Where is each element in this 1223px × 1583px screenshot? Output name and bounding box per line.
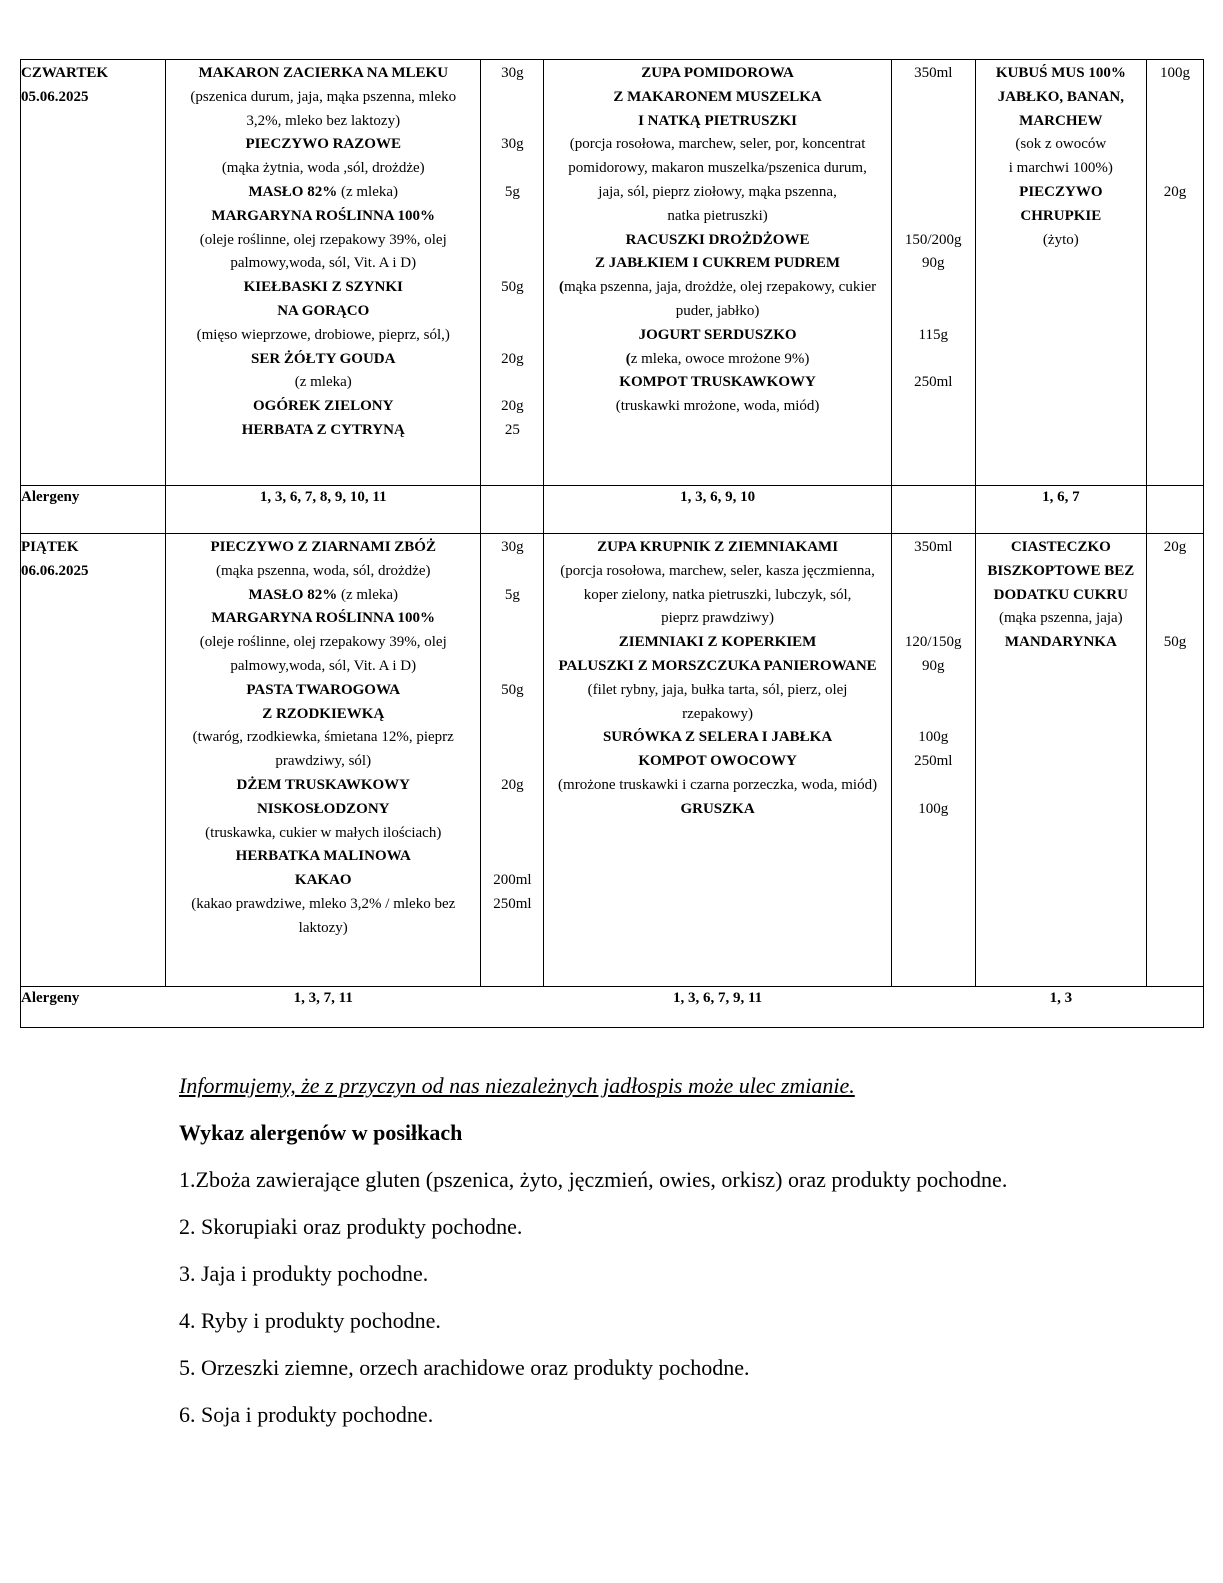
ingredients: palmowy,woda, sól, Vit. A i D): [230, 255, 417, 272]
day-cell: [21, 60, 166, 486]
portion-amount: 120/150g: [904, 634, 962, 651]
dish-name: KAKAO: [294, 872, 352, 889]
allergen-list-item: 3. Jaja i produkty pochodne.: [179, 1261, 429, 1286]
portion-amount: [892, 703, 975, 727]
portion-amount: 115g: [918, 326, 948, 343]
dish-name: PIECZYWO: [1019, 183, 1103, 200]
portion-amount: 100g: [1159, 65, 1190, 81]
portion-amount: [481, 631, 543, 655]
menu-change-notice: Informujemy, że z przyczyn od nas niezależnych jadłospis może ulec zmianie.: [179, 1073, 855, 1098]
ingredients: (filet rybny, jaja, bułka tarta, sól, pierz, olej: [587, 681, 848, 698]
menu-line: [166, 276, 480, 300]
dish-name: KIEŁBASKI Z SZYNKI: [243, 279, 403, 296]
menu-line: [544, 181, 890, 205]
dish-name: PIECZYWO RAZOWE: [245, 136, 401, 153]
menu-line: [544, 726, 890, 750]
empty-cell: [481, 987, 544, 1028]
menu-line: [544, 324, 890, 348]
menu-line: [166, 726, 480, 750]
portion-amount: [892, 276, 975, 300]
menu-line: [544, 86, 890, 110]
menu-line: [166, 917, 480, 941]
menu-line: [544, 679, 890, 703]
menu-line: [166, 252, 480, 276]
dish-name: HERBATKA MALINOWA: [235, 848, 411, 865]
menu-line: [544, 655, 890, 679]
dish-name: PASTA TWAROGOWA: [246, 681, 401, 698]
portion-amount: [481, 560, 543, 584]
menu-line: [166, 371, 480, 395]
ingredients: (porcja rosołowa, marchew, seler, kasza jęczmienna,: [560, 562, 875, 579]
menu-line: [166, 655, 480, 679]
dish-name: I NATKĄ PIETRUSZKI: [638, 112, 798, 129]
dish-name: RACUSZKI DROŻDŻOWE: [625, 231, 810, 248]
portion-amount: [1147, 86, 1203, 110]
menu-line: [166, 822, 480, 846]
ingredients: (porcja rosołowa, marchew, seler, por, koncentrat: [569, 136, 866, 153]
menu-line: [166, 845, 480, 869]
menu-line: [544, 560, 890, 584]
menu-line: [976, 631, 1146, 655]
portion-amount: [892, 395, 975, 419]
portion-amount: [481, 750, 543, 774]
breakfast-allergens: 1, 3, 7, 11: [166, 987, 481, 1028]
portion-amount: 20g: [1163, 539, 1187, 555]
allergen-list-item: 5. Orzeszki ziemne, orzech arachidowe oraz produkty pochodne.: [179, 1355, 750, 1380]
lunch-allergens: 1, 3, 6, 9, 10: [544, 486, 891, 534]
allergens-label: Alergeny: [21, 486, 166, 534]
breakfast-cell: [166, 60, 481, 486]
menu-line: [166, 584, 480, 608]
portion-amount: 30g: [501, 539, 524, 555]
menu-line: [166, 133, 480, 157]
snack-amount-cell: [1146, 60, 1203, 486]
portion-amount: 20g: [1163, 183, 1187, 200]
menu-line: [544, 774, 890, 798]
ingredients: mąka pszenna, jaja, drożdże, olej rzepakowy, cukier: [563, 279, 877, 296]
portion-amount: 25: [504, 421, 520, 438]
snack-cell: [975, 534, 1146, 987]
ingredients: (mięso wieprzowe, drobiowe, pieprz, sól,): [196, 326, 450, 343]
portion-amount: [892, 679, 975, 703]
ingredients: (oleje roślinne, olej rzepakowy 39%, olej: [199, 231, 447, 248]
dish-name: MASŁO 82%: [248, 183, 341, 200]
dish-name: OGÓREK ZIELONY: [253, 398, 394, 415]
dish-name: MARCHEW: [1019, 112, 1103, 129]
menu-line: [544, 252, 890, 276]
snack-cell: [975, 60, 1146, 486]
portion-amount: [892, 157, 975, 181]
ingredients: (twaróg, rzodkiewka, śmietana 12%, pieprz: [192, 729, 454, 746]
ingredients: prawdziwy, sól): [275, 753, 372, 770]
ingredients: (sok z owoców: [1015, 136, 1107, 153]
portion-amount: 100g: [918, 800, 949, 817]
notes-section: [179, 1072, 1079, 1448]
portion-amount: [892, 348, 975, 372]
breakfast-allergens: 1, 3, 6, 7, 8, 9, 10, 11: [166, 486, 481, 534]
allergen-list: [179, 1166, 1079, 1428]
portion-amount: [481, 726, 543, 750]
menu-line: [166, 157, 480, 181]
portion-amount: [892, 584, 975, 608]
ingredients: laktozy): [298, 919, 348, 936]
ingredients: pieprz prawdziwy): [661, 610, 774, 627]
allergens-label: Alergeny: [21, 987, 166, 1028]
dish-name: JOGURT SERDUSZKO: [638, 326, 797, 343]
menu-line: [976, 584, 1146, 608]
menu-line: [166, 536, 480, 560]
menu-line: [166, 893, 480, 917]
menu-line: [544, 157, 890, 181]
menu-line: [166, 869, 480, 893]
menu-line: [544, 395, 890, 419]
portion-amount: [481, 703, 543, 727]
dish-name: BISZKOPTOWE BEZ: [987, 562, 1135, 579]
ingredients: rzepakowy): [682, 705, 753, 722]
portion-amount: 250ml: [914, 753, 953, 770]
dish-name: KUBUŚ MUS 100%: [995, 65, 1126, 81]
menu-line: [976, 229, 1146, 253]
allergen-list-item: 4. Ryby i produkty pochodne.: [179, 1308, 441, 1333]
portion-amount: 350ml: [914, 539, 953, 555]
menu-line: [544, 229, 890, 253]
lunch-amount-cell: [891, 60, 975, 486]
dish-name: PIECZYWO Z ZIARNAMI ZBÓŻ: [210, 539, 436, 555]
portion-amount: [481, 371, 543, 395]
portion-amount: [481, 205, 543, 229]
ingredients: natka pietruszki): [667, 207, 768, 224]
menu-line: [166, 703, 480, 727]
portion-amount: [892, 560, 975, 584]
menu-line: [166, 607, 480, 631]
portion-amount: [481, 917, 543, 941]
dish-name: SURÓWKA Z SELERA I JABŁKA: [602, 729, 833, 746]
portion-amount: 350ml: [914, 65, 953, 81]
portion-amount: 200ml: [493, 872, 532, 889]
dish-name: NA GORĄCO: [277, 302, 370, 319]
ingredients: (mąka pszenna, woda, sól, drożdże): [215, 562, 431, 579]
allergen-list-title: Wykaz alergenów w posiłkach: [179, 1120, 463, 1145]
lunch-cell: [544, 60, 891, 486]
allergen-list-item: 1.Zboża zawierające gluten (pszenica, żyto, jęczmień, owies, orkisz) oraz produkty pochodne.: [179, 1167, 1008, 1192]
ingredients: (z mleka): [294, 374, 352, 391]
menu-line: [976, 62, 1146, 86]
portion-amount: [1147, 584, 1203, 608]
portion-amount: 90g: [921, 657, 945, 674]
portion-amount: [481, 607, 543, 631]
dish-name: KOMPOT TRUSKAWKOWY: [619, 374, 816, 391]
portion-amount: [481, 324, 543, 348]
menu-line: [976, 536, 1146, 560]
empty-cell: [891, 987, 975, 1028]
dish-name: CIASTECZKO: [1010, 539, 1111, 555]
menu-line: [544, 348, 890, 372]
breakfast-amount-cell: [481, 60, 544, 486]
portion-amount: [1147, 133, 1203, 157]
portion-amount: [892, 86, 975, 110]
allergens-row-friday: [21, 987, 1204, 1028]
lunch-amount-cell: [891, 534, 975, 987]
dish-name: MARGARYNA ROŚLINNA 100%: [211, 207, 436, 224]
day-name: CZWARTEK: [21, 65, 108, 81]
breakfast-amount-cell: [481, 534, 544, 987]
dish-name: KOMPOT OWOCOWY: [638, 753, 797, 770]
portion-amount: 90g: [921, 255, 945, 272]
portion-amount: [481, 798, 543, 822]
dish-name: JABŁKO, BANAN,: [997, 88, 1124, 105]
day-date: 06.06.2025: [21, 562, 89, 579]
menu-line: [166, 348, 480, 372]
dish-name: NISKOSŁODZONY: [256, 800, 390, 817]
dish-name: MANDARYNKA: [1004, 634, 1117, 651]
dish-name: ZUPA POMIDOROWA: [641, 65, 794, 81]
menu-line: [976, 133, 1146, 157]
menu-table: [20, 59, 1204, 1028]
menu-line: [166, 205, 480, 229]
portion-amount: 100g: [918, 729, 949, 746]
dish-name: GRUSZKA: [680, 800, 755, 817]
menu-line: [544, 536, 890, 560]
empty-cell: [1146, 987, 1203, 1028]
empty-cell: [481, 486, 544, 534]
ingredients: jaja, sól, pieprz ziołowy, mąka pszenna,: [598, 183, 837, 200]
menu-line: [544, 371, 890, 395]
portion-amount: [1147, 607, 1203, 631]
menu-line: [544, 276, 890, 300]
menu-line: [544, 798, 890, 822]
menu-line: [166, 86, 480, 110]
portion-amount: 30g: [501, 65, 524, 81]
breakfast-cell: [166, 534, 481, 987]
menu-line: [166, 419, 480, 443]
dish-name: Z JABŁKIEM I CUKREM PUDREM: [595, 255, 841, 272]
portion-amount: [1147, 157, 1203, 181]
ingredients: palmowy,woda, sól, Vit. A i D): [230, 657, 417, 674]
dish-name: CHRUPKIE: [1020, 207, 1102, 224]
ingredients: puder, jabłko): [675, 302, 760, 319]
menu-line: [166, 560, 480, 584]
portion-amount: [1147, 229, 1203, 253]
menu-line: [976, 157, 1146, 181]
menu-line: [544, 750, 890, 774]
snack-amount-cell: [1146, 534, 1203, 987]
allergen-list-item: 2. Skorupiaki oraz produkty pochodne.: [179, 1214, 523, 1239]
day-cell: [21, 534, 166, 987]
menu-line: [544, 607, 890, 631]
menu-line: [544, 300, 890, 324]
day-name: PIĄTEK: [21, 539, 79, 555]
menu-line: [166, 679, 480, 703]
portion-amount: 20g: [501, 776, 524, 793]
menu-line: [544, 110, 890, 134]
portion-amount: [481, 157, 543, 181]
menu-line: [166, 110, 480, 134]
ingredients: (pszenica durum, jaja, mąka pszenna, mleko: [190, 88, 457, 105]
portion-amount: [481, 845, 543, 869]
menu-line: [544, 631, 890, 655]
dish-name: HERBATA Z CYTRYNĄ: [241, 421, 405, 438]
ingredients: (z mleka): [340, 586, 399, 603]
allergen-list-item: 6. Soja i produkty pochodne.: [179, 1402, 434, 1427]
portion-amount: [481, 229, 543, 253]
menu-line: [544, 205, 890, 229]
portion-amount: 50g: [501, 681, 524, 698]
menu-line: [976, 607, 1146, 631]
portion-amount: [1147, 560, 1203, 584]
portion-amount: 5g: [504, 183, 520, 200]
menu-line: [166, 774, 480, 798]
ingredients: (mrożone truskawki i czarna porzeczka, woda, miód): [558, 776, 878, 793]
portion-amount: 5g: [504, 586, 520, 603]
menu-line: [976, 110, 1146, 134]
portion-amount: 150/200g: [904, 231, 962, 248]
empty-cell: [1146, 486, 1203, 534]
menu-line: [166, 750, 480, 774]
ingredients: (kakao prawdziwe, mleko 3,2% / mleko bez: [191, 895, 456, 912]
allergens-row-thursday: [21, 486, 1204, 534]
lunch-allergens: 1, 3, 6, 7, 9, 11: [544, 987, 891, 1028]
menu-line: [166, 798, 480, 822]
menu-line: [166, 229, 480, 253]
dish-name: MAKARON ZACIERKA NA MLEKU: [198, 65, 449, 81]
portion-amount: 50g: [501, 279, 524, 296]
portion-amount: [1147, 110, 1203, 134]
portion-amount: [892, 300, 975, 324]
portion-amount: [1147, 205, 1203, 229]
portion-amount: [481, 86, 543, 110]
portion-amount: [481, 655, 543, 679]
portion-amount: [892, 607, 975, 631]
day-row-friday: [21, 534, 1204, 987]
ingredients: i marchwi 100%): [1008, 160, 1113, 177]
dish-name: Z MAKARONEM MUSZELKA: [613, 88, 822, 105]
portion-amount: [892, 205, 975, 229]
snack-allergens: 1, 3: [975, 987, 1146, 1028]
dish-name: ZIEMNIAKI Z KOPERKIEM: [618, 634, 817, 651]
menu-line: [976, 560, 1146, 584]
ingredients: pomidorowy, makaron muszelka/pszenica durum,: [568, 160, 867, 177]
menu-line: [166, 62, 480, 86]
dish-name: ZUPA KRUPNIK Z ZIEMNIAKAMI: [597, 539, 839, 555]
ingredients: z mleka, owoce mrożone 9%): [630, 350, 810, 367]
portion-amount: 250ml: [914, 374, 953, 391]
portion-amount: [481, 110, 543, 134]
ingredients: (oleje roślinne, olej rzepakowy 39%, olej: [199, 634, 447, 651]
dish-name: MARGARYNA ROŚLINNA 100%: [211, 610, 436, 627]
ingredients: (mąka pszenna, jaja): [998, 610, 1123, 627]
ingredients: (truskawka, cukier w małych ilościach): [205, 824, 442, 841]
menu-line: [166, 181, 480, 205]
portion-amount: [892, 774, 975, 798]
ingredients: (mąka żytnia, woda ,sól, drożdże): [221, 160, 425, 177]
day-row-thursday: [21, 60, 1204, 486]
ingredients: (z mleka): [340, 183, 399, 200]
portion-amount: [481, 252, 543, 276]
snack-allergens: 1, 6, 7: [975, 486, 1146, 534]
dish-name: DODATKU CUKRU: [993, 586, 1128, 603]
portion-amount: 20g: [501, 350, 524, 367]
dish-name: MASŁO 82%: [248, 586, 341, 603]
ingredients: 3,2%, mleko bez laktozy): [246, 112, 401, 129]
portion-amount: [892, 133, 975, 157]
dish-name: Z RZODKIEWKĄ: [262, 705, 385, 722]
menu-line: [544, 62, 890, 86]
portion-amount: [481, 300, 543, 324]
dish-name: DŻEM TRUSKAWKOWY: [236, 776, 410, 793]
day-date: 05.06.2025: [21, 88, 89, 105]
portion-amount: 50g: [1163, 634, 1187, 651]
dish-name: PALUSZKI Z MORSZCZUKA PANIEROWANE: [558, 657, 877, 674]
portion-amount: 250ml: [493, 895, 532, 912]
menu-line: [544, 703, 890, 727]
menu-line: [166, 300, 480, 324]
dish-name: SER ŻÓŁTY GOUDA: [251, 350, 396, 367]
menu-line: [166, 631, 480, 655]
empty-cell: [891, 486, 975, 534]
menu-line: [166, 324, 480, 348]
portion-amount: [892, 181, 975, 205]
menu-line: [544, 133, 890, 157]
ingredients: (truskawki mrożone, woda, miód): [615, 398, 820, 415]
menu-line: [976, 205, 1146, 229]
portion-amount: [481, 822, 543, 846]
ingredients: koper zielony, natka pietruszki, lubczyk, sól,: [583, 586, 852, 603]
ingredients: (żyto): [1042, 231, 1079, 248]
portion-amount: [892, 110, 975, 134]
portion-amount: 30g: [501, 136, 524, 153]
menu-line: [166, 395, 480, 419]
menu-line: [976, 86, 1146, 110]
menu-line: [544, 584, 890, 608]
menu-line: [976, 181, 1146, 205]
dish-name: (: [625, 350, 631, 367]
lunch-cell: [544, 534, 891, 987]
dish-name: (: [558, 279, 564, 296]
portion-amount: 20g: [501, 398, 524, 415]
